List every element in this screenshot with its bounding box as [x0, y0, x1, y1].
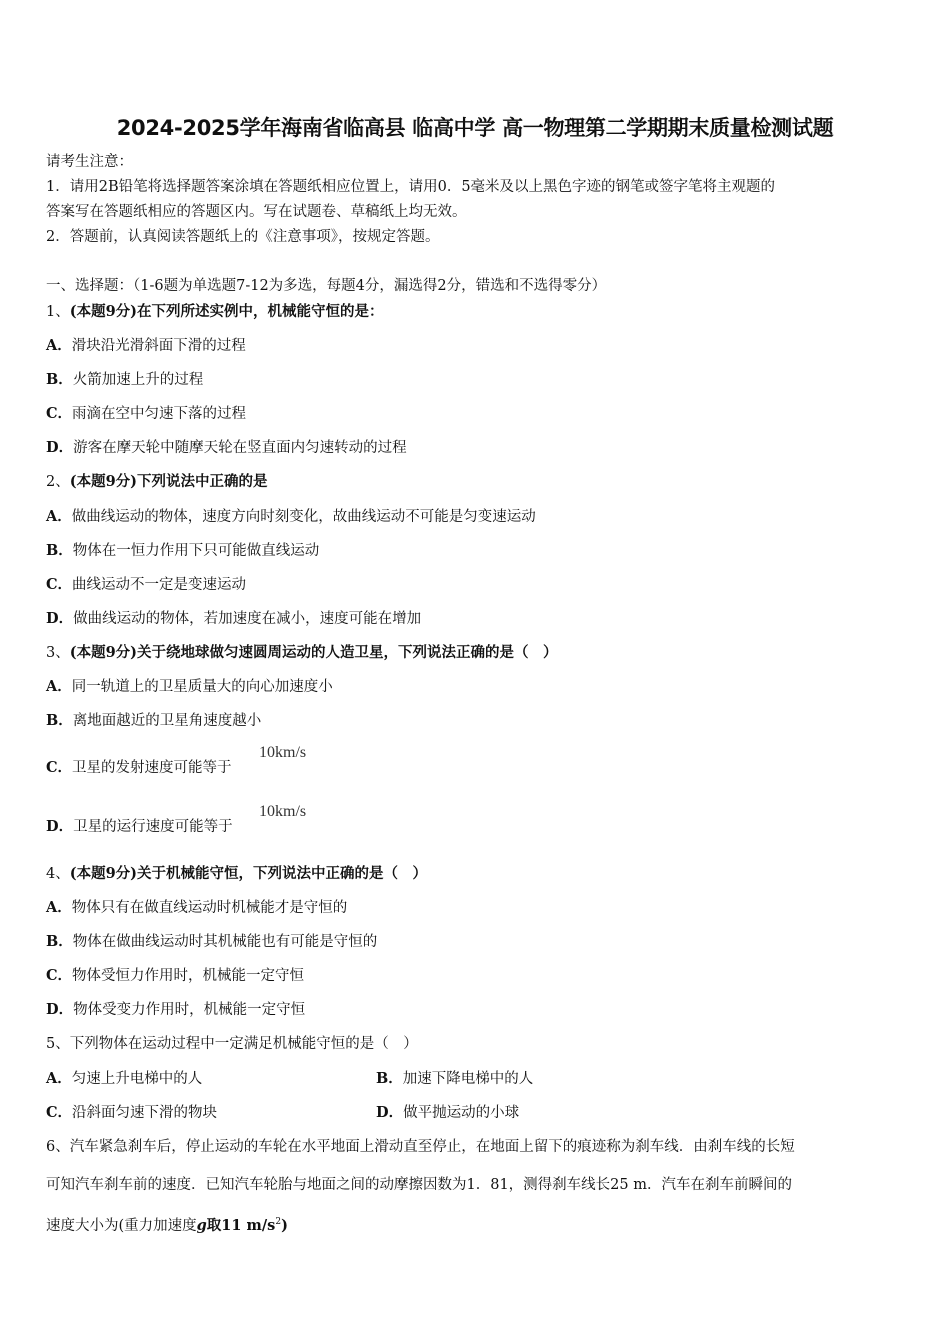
- option-label: A．: [46, 508, 72, 525]
- option-text: 做曲线运动的物体，若加速度在减小，速度可能在增加: [73, 611, 422, 627]
- q1-stem: [46, 302, 384, 322]
- section-heading: 一、选择题：（1-6题为单选题7-12为多选，每题4分，漏选得2分，错选和不选得零分）: [46, 278, 607, 294]
- option-label: A．: [46, 337, 72, 354]
- option-text: 火箭加速上升的过程: [72, 372, 204, 388]
- q2-text: (本题9分)下列说法中正确的是: [69, 473, 268, 490]
- option-text: 物体受变力作用时，机械能一定守恒: [73, 1002, 306, 1018]
- q4-text: (本题9分)关于机械能守恒，下列说法中正确的是（ ）: [69, 865, 428, 882]
- q5-option-d: [376, 1103, 519, 1123]
- option-text: 匀速上升电梯中的人: [71, 1071, 203, 1087]
- option-text: 物体在一恒力作用下只可能做直线运动: [72, 543, 320, 559]
- q6-line-3: [46, 1212, 288, 1236]
- option-label: A．: [46, 678, 72, 695]
- q1-option-a: [46, 336, 246, 356]
- q6-line-3a: 速度大小为(重力加速度: [46, 1217, 197, 1234]
- q6-line-3b: 取11 m/s: [206, 1216, 276, 1234]
- option-label: D．: [46, 818, 74, 835]
- option-label: D．: [46, 610, 74, 627]
- q1-option-d: [46, 438, 407, 458]
- q6-exponent: 2: [275, 1217, 282, 1227]
- option-label: D．: [46, 1001, 74, 1018]
- option-text: 同一轨道上的卫星质量大的向心加速度小: [71, 679, 333, 695]
- q6-g-symbol: g: [196, 1216, 207, 1234]
- option-text: 做曲线运动的物体，速度方向时刻变化，故曲线运动不可能是匀变速运动: [71, 509, 536, 525]
- q5-option-a: [46, 1069, 202, 1089]
- option-label: C．: [46, 759, 73, 776]
- option-label: B．: [46, 712, 73, 729]
- q3-stem: [46, 643, 558, 663]
- q3-option-b: [46, 711, 261, 731]
- q2-number: 2、: [46, 474, 70, 490]
- option-label: A．: [46, 899, 72, 916]
- option-label: B．: [376, 1070, 403, 1087]
- q4-option-d: [46, 1000, 305, 1020]
- option-text: 做平抛运动的小球: [403, 1105, 520, 1121]
- option-label: C．: [46, 576, 73, 593]
- option-label: C．: [46, 405, 73, 422]
- q3-c-formula: 10km/s: [259, 744, 307, 761]
- option-text: 卫星的运行速度可能等于: [73, 819, 233, 835]
- q3-option-d: [46, 817, 233, 837]
- q3-number: 3、: [46, 645, 70, 661]
- q4-option-a: [46, 898, 347, 918]
- q2-option-b: [46, 541, 319, 561]
- q3-d-formula: 10km/s: [259, 803, 307, 820]
- q2-stem: [46, 472, 268, 492]
- option-text: 卫星的发射速度可能等于: [72, 760, 232, 776]
- option-text: 沿斜面匀速下滑的物块: [72, 1105, 218, 1121]
- q3-option-c: [46, 758, 232, 778]
- notice-heading: 请考生注意：: [46, 154, 133, 170]
- q3-option-a: [46, 677, 333, 697]
- option-label: A．: [46, 1070, 72, 1087]
- page-title: 2024-2025学年海南省临高县 临高中学 高一物理第二学期期末质量检测试题: [116, 116, 834, 140]
- option-text: 物体只有在做直线运动时机械能才是守恒的: [71, 900, 348, 916]
- option-label: D．: [46, 439, 74, 456]
- q1-text: (本题9分)在下列所述实例中，机械能守恒的是：: [69, 303, 384, 320]
- option-label: B．: [46, 933, 73, 950]
- q1-option-c: [46, 404, 246, 424]
- option-label: B．: [46, 542, 73, 559]
- q4-stem: [46, 864, 427, 884]
- q6-line-2: 可知汽车刹车前的速度．已知汽车轮胎与地面之间的动摩擦因数为1．81，测得刹车线长25 m．汽车在刹车前瞬间的: [46, 1177, 792, 1193]
- option-text: 曲线运动不一定是变速运动: [72, 577, 247, 593]
- q3-text: (本题9分)关于绕地球做匀速圆周运动的人造卫星，下列说法正确的是（ ）: [69, 644, 558, 661]
- option-text: 游客在摩天轮中随摩天轮在竖直面内匀速转动的过程: [73, 440, 407, 456]
- q2-option-a: [46, 507, 536, 527]
- q1-option-b: [46, 370, 203, 390]
- option-text: 加速下降电梯中的人: [402, 1071, 534, 1087]
- option-label: B．: [46, 371, 73, 388]
- q1-number: 1、: [46, 304, 70, 320]
- q5-stem: 5、下列物体在运动过程中一定满足机械能守恒的是（ ）: [46, 1036, 418, 1052]
- option-text: 离地面越近的卫星角速度越小: [72, 713, 262, 729]
- option-label: D．: [376, 1104, 404, 1121]
- q2-option-c: [46, 575, 246, 595]
- notice-item-2: 2．答题前，认真阅读答题纸上的《注意事项》，按规定答题。: [46, 229, 440, 245]
- option-text: 物体受恒力作用时，机械能一定守恒: [72, 968, 305, 984]
- q4-option-c: [46, 966, 304, 986]
- option-text: 雨滴在空中匀速下落的过程: [72, 406, 247, 422]
- q2-option-d: [46, 609, 421, 629]
- q4-number: 4、: [46, 866, 70, 882]
- q5-option-c: [46, 1103, 217, 1123]
- notice-item-1b: 答案写在答题纸相应的答题区内。写在试题卷、草稿纸上均无效。: [46, 204, 467, 220]
- q6-line-1: 6、汽车紧急刹车后，停止运动的车轮在水平地面上滑动直至停止，在地面上留下的痕迹称为刹车线．由刹车线的长短: [46, 1139, 795, 1155]
- q6-line-3c: ): [281, 1216, 288, 1234]
- q4-option-b: [46, 932, 377, 952]
- q5-option-b: [376, 1069, 533, 1089]
- option-text: 滑块沿光滑斜面下滑的过程: [71, 338, 246, 354]
- notice-item-1a: 1．请用2B铅笔将选择题答案涂填在答题纸相应位置上，请用0．5毫米及以上黑色字迹的钢笔或签字笔将主观题的: [46, 179, 776, 195]
- option-label: C．: [46, 967, 73, 984]
- option-text: 物体在做曲线运动时其机械能也有可能是守恒的: [72, 934, 378, 950]
- option-label: C．: [46, 1104, 73, 1121]
